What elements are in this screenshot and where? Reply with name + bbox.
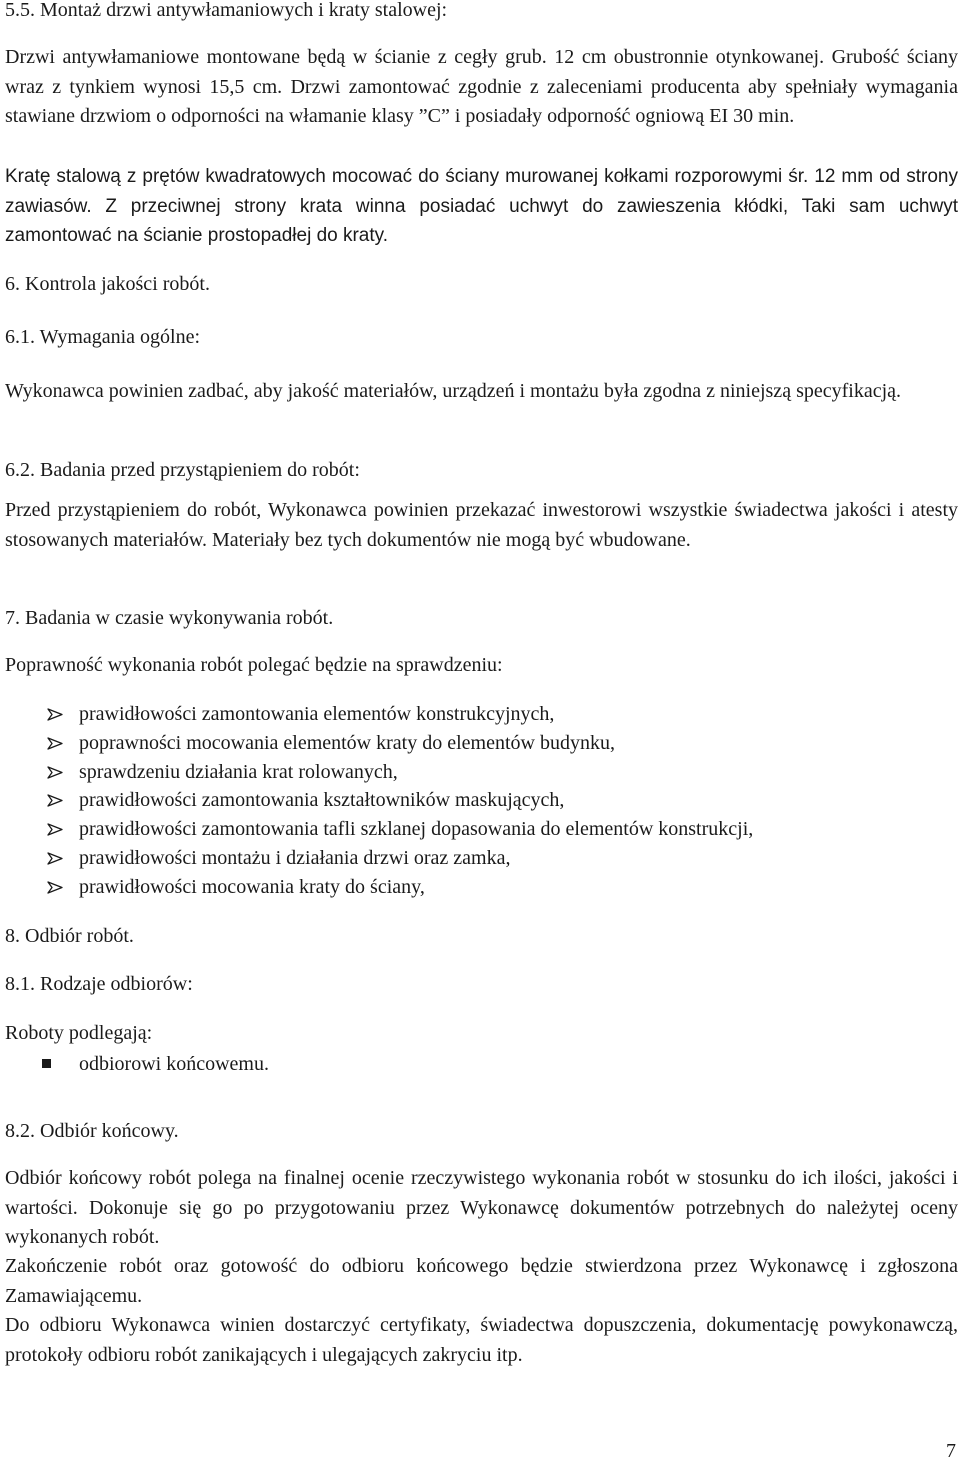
acceptance-types-list bbox=[39, 1049, 269, 1079]
paragraph-acceptance-types-intro: Roboty podlegają: bbox=[5, 1022, 153, 1044]
paragraph-pre-work-tests: Przed przystąpieniem do robót, Wykonawca powinien przekazać inwestorowi wszystkie świadectwa jakości i atesty stosowanych materiałów. Materiały bez tych dokumentów nie mogą być wbudowane. bbox=[5, 499, 958, 551]
section-heading-8-1: 8.1. Rodzaje odbiorów: bbox=[5, 973, 193, 995]
arrowhead-bullet-icon bbox=[47, 823, 63, 836]
arrowhead-bullet-icon bbox=[47, 708, 63, 721]
list-item-label: prawidłowości montażu i działania drzwi oraz zamka, bbox=[79, 846, 511, 869]
arrowhead-bullet-icon bbox=[47, 737, 63, 750]
inspection-list bbox=[47, 700, 753, 902]
arrowhead-bullet-icon bbox=[47, 852, 63, 865]
list-item-label: prawidłowości zamontowania kształtowników maskujących, bbox=[79, 789, 565, 812]
section-heading-5-5: 5.5. Montaż drzwi antywłamaniowych i kraty stalowej: bbox=[5, 0, 448, 21]
paragraph-general-requirements: Wykonawca powinien zadbać, aby jakość materiałów, urządzeń i montażu była zgodna z niniejszą specyfikacją. bbox=[5, 380, 902, 402]
list-item bbox=[47, 758, 753, 787]
list-item bbox=[47, 700, 753, 729]
paragraph-door-installation: Drzwi antywłamaniowe montowane będą w ścianie z cegły grub. 12 cm obustronnie otynkowanej. Grubość ściany wraz z tynkiem wynosi 15,5 cm. Drzwi zamontować zgodnie z zaleceniami producenta aby spełniały wymagania stawiane drzwiom o odporności na włamanie klasy ”C” i posiadały odporność ogniową EI 30 min. bbox=[5, 46, 958, 127]
paragraph-grate-installation: Kratę stalową z prętów kwadratowych mocować do ściany murowanej kołkami rozporowymi śr. 12 mm od strony zawiasów. Z przeciwnej strony krata winna posiadać uchwyt do zawieszenia kłódki, Taki sam uchwyt zamontować na ścianie prostopadłej do kraty. bbox=[5, 166, 958, 246]
list-item bbox=[47, 729, 753, 758]
list-item bbox=[39, 1049, 269, 1079]
list-item bbox=[47, 786, 753, 815]
paragraph-completion-notice: Zakończenie robót oraz gotowość do odbioru końcowego będzie stwierdzona przez Wykonawcę i zgłoszona Zamawiającemu. bbox=[5, 1255, 958, 1307]
list-item-label: prawidłowości mocowania kraty do ściany, bbox=[79, 875, 425, 898]
arrowhead-bullet-icon bbox=[47, 766, 63, 779]
section-heading-6: 6. Kontrola jakości robót. bbox=[5, 273, 210, 295]
section-heading-7: 7. Badania w czasie wykonywania robót. bbox=[5, 607, 334, 629]
section-heading-6-1: 6.1. Wymagania ogólne: bbox=[5, 326, 201, 348]
list-item-label: odbiorowi końcowemu. bbox=[79, 1053, 269, 1075]
list-item-label: prawidłowości zamontowania tafli szklanej dopasowania do elementów konstrukcji, bbox=[79, 818, 754, 841]
square-bullet-icon bbox=[42, 1059, 51, 1068]
arrowhead-bullet-icon bbox=[47, 881, 63, 894]
section-heading-8: 8. Odbiór robót. bbox=[5, 925, 134, 947]
page-number: 7 bbox=[946, 1440, 956, 1462]
list-item bbox=[47, 844, 753, 873]
paragraph-documents-required: Do odbioru Wykonawca winien dostarczyć certyfikaty, świadectwa dopuszczenia, dokumentację powykonawczą, protokoły odbioru robót zanikających i ulegających zakryciu itp. bbox=[5, 1314, 958, 1366]
section-heading-6-2: 6.2. Badania przed przystąpieniem do robót: bbox=[5, 459, 360, 481]
list-item-label: sprawdzeniu działania krat rolowanych, bbox=[79, 760, 398, 783]
list-item bbox=[47, 873, 753, 902]
list-item-label: poprawności mocowania elementów kraty do elementów budynku, bbox=[79, 731, 615, 754]
arrowhead-bullet-icon bbox=[47, 794, 63, 807]
paragraph-inspection-intro: Poprawność wykonania robót polegać będzie na sprawdzeniu: bbox=[5, 654, 503, 676]
section-heading-8-2: 8.2. Odbiór końcowy. bbox=[5, 1120, 179, 1142]
list-item-label: prawidłowości zamontowania elementów konstrukcyjnych, bbox=[79, 703, 555, 725]
paragraph-final-acceptance: Odbiór końcowy robót polega na finalnej ocenie rzeczywistego wykonania robót w stosunku do ich ilości, jakości i wartości. Dokonuje się go po przygotowaniu przez Wykonawcę dokumentów potrzebnych do należytej oceny wykonanych robót. bbox=[5, 1167, 958, 1248]
list-item bbox=[47, 815, 753, 844]
